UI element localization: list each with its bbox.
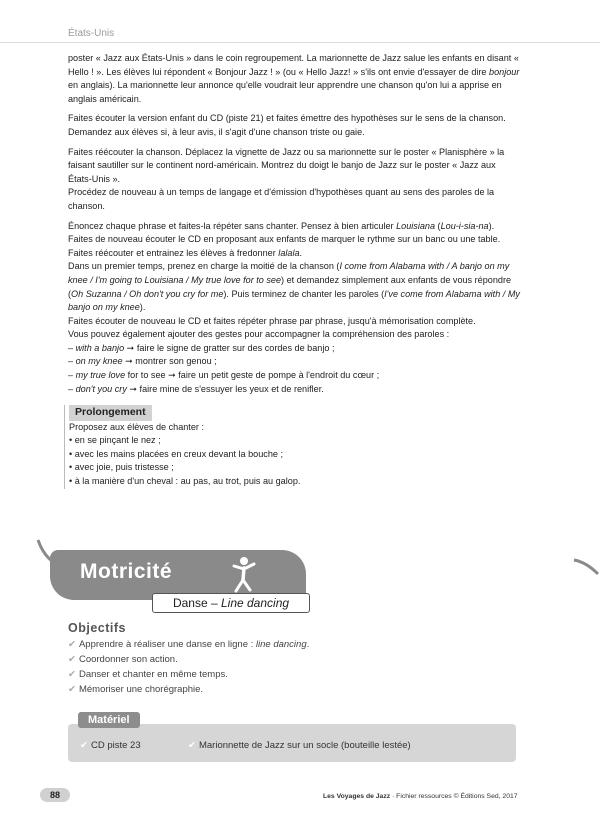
paragraph-articulate: Énoncez chaque phrase et faites-la répéter sans chanter. Pensez à bien articuler Louisiana (Lou-i-sia-na). bbox=[68, 220, 495, 231]
arrow-icon: ➞ bbox=[129, 383, 138, 394]
bullet-icon: • bbox=[69, 435, 73, 446]
prolongement-intro: Proposez aux élèves de chanter : bbox=[69, 421, 204, 432]
materiel-item: ✔ Marionnette de Jazz sur un socle (bouteille lestée) bbox=[188, 740, 411, 751]
materiel-item: ✔ CD piste 23 bbox=[80, 740, 141, 751]
paragraph-intro: poster « Jazz aux États-Unis » dans le coin regroupement. La marionnette de Jazz salue les enfants en disant « Hello ! ». Les élèves lui répondent « Bonjour Jazz ! » (ou « Hello Jazz! » s'ils ont envie d'essayer de dire bonjour en anglais). La marionnette leur annonce qu'elle voudrait leur apprendre une chanson qu'on lui a apprise en anglais américain. bbox=[68, 53, 520, 104]
arrow-icon: ➞ bbox=[126, 342, 135, 353]
prolongement-item: • avec joie, puis tristesse ; bbox=[69, 462, 174, 473]
prolongement-item: • avec les mains placées en creux devant la bouche ; bbox=[69, 448, 283, 459]
check-icon: ✔ bbox=[68, 639, 76, 650]
prolongement-item: • en se pinçant le nez ; bbox=[69, 435, 161, 446]
dancer-icon bbox=[228, 556, 258, 594]
materiel-title: Matériel bbox=[78, 712, 140, 728]
objectifs-title: Objectifs bbox=[68, 621, 126, 635]
prolongement-item: • à la manière d'un cheval : au pas, au trot, puis au galop. bbox=[69, 475, 301, 486]
activity-subtitle: Danse – Line dancing bbox=[152, 593, 310, 613]
objectif-item: ✔ Danser et chanter en même temps. bbox=[68, 669, 228, 680]
prolongement-title: Prolongement bbox=[69, 405, 152, 421]
gesture-item: – my true love for to see ➞ faire un petit geste de pompe à l'endroit du cœur ; bbox=[68, 370, 380, 381]
prolongement-box bbox=[64, 405, 329, 489]
arrow-icon: ➞ bbox=[168, 370, 176, 381]
section-title: Motricité bbox=[80, 560, 173, 583]
check-icon: ✔ bbox=[80, 740, 88, 751]
footer-credit: Les Voyages de Jazz · Fichier ressources © Éditions Sed, 2017 bbox=[323, 793, 518, 800]
bullet-icon: • bbox=[69, 448, 73, 459]
paragraph-relisten: Faites réécouter la chanson. Déplacez la vignette de Jazz ou sa marionnette sur le poster « Planisphère » la faisant sautiller sur le continent nord-américain. Montrez du doigt le banjo de Jazz sur le poster « Jazz aux États-Unis ». bbox=[68, 146, 505, 184]
check-icon: ✔ bbox=[68, 654, 76, 665]
ribbon-decoration bbox=[572, 556, 600, 576]
paragraph-lyrics: Dans un premier temps, prenez en charge la moitié de la chanson (I come from Alabama with / A banjo on my knee / I'm going to Louisiana / My true love for to see) et demandez simplement aux enfants de vous répondre (Oh Suzanna / Oh don't you cry for me). Puis terminez de chanter les paroles (I've come from Alabama with / My banjo on my knee). bbox=[68, 261, 520, 313]
check-icon: ✔ bbox=[188, 740, 196, 751]
paragraph-gestures: Vous pouvez également ajouter des gestes pour accompagner la compréhension des paroles : bbox=[68, 329, 450, 340]
gesture-item: – with a banjo ➞ faire le signe de gratter sur des cordes de banjo ; bbox=[68, 342, 335, 353]
bullet-icon: • bbox=[69, 462, 73, 473]
objectifs-list bbox=[68, 637, 309, 697]
objectif-item: ✔ Mémoriser une chorégraphie. bbox=[68, 684, 204, 695]
arrow-icon: ➞ bbox=[125, 356, 133, 367]
paragraph-repeat: Faites écouter de nouveau le CD et faites répéter phrase par phrase, jusqu'à mémorisation complète. bbox=[68, 315, 476, 326]
running-header: États-Unis bbox=[68, 28, 115, 39]
paragraph-hypotheses: Procédez de nouveau à un temps de langage et d'émission d'hypothèses quant au sens des paroles de la chanson. bbox=[68, 187, 495, 211]
main-text bbox=[68, 52, 520, 396]
paragraph-rhythm: Faites de nouveau écouter le CD en proposant aux enfants de marquer le rythme sur un banc ou une table. bbox=[68, 234, 501, 245]
gesture-item: – don't you cry ➞ faire mine de s'essuyer les yeux et de renifler. bbox=[68, 383, 324, 394]
check-icon: ✔ bbox=[68, 684, 76, 695]
paragraph-hum: Faites réécouter et entrainez les élèves à fredonner lalala. bbox=[68, 247, 303, 258]
header-divider bbox=[0, 42, 600, 43]
objectif-item: ✔ Coordonner son action. bbox=[68, 654, 178, 665]
gesture-item: – on my knee ➞ montrer son genou ; bbox=[68, 356, 217, 367]
page-number: 88 bbox=[40, 788, 70, 802]
objectif-item: ✔ Apprendre à réaliser une danse en ligne : line dancing. bbox=[68, 639, 310, 650]
bullet-icon: • bbox=[69, 475, 73, 486]
paragraph-listen: Faites écouter la version enfant du CD (piste 21) et faites émettre des hypothèses sur le sens de la chanson. Demandez aux élèves si, à leur avis, il s'agit d'une chanson triste ou gaie. bbox=[68, 113, 506, 137]
check-icon: ✔ bbox=[68, 669, 76, 680]
